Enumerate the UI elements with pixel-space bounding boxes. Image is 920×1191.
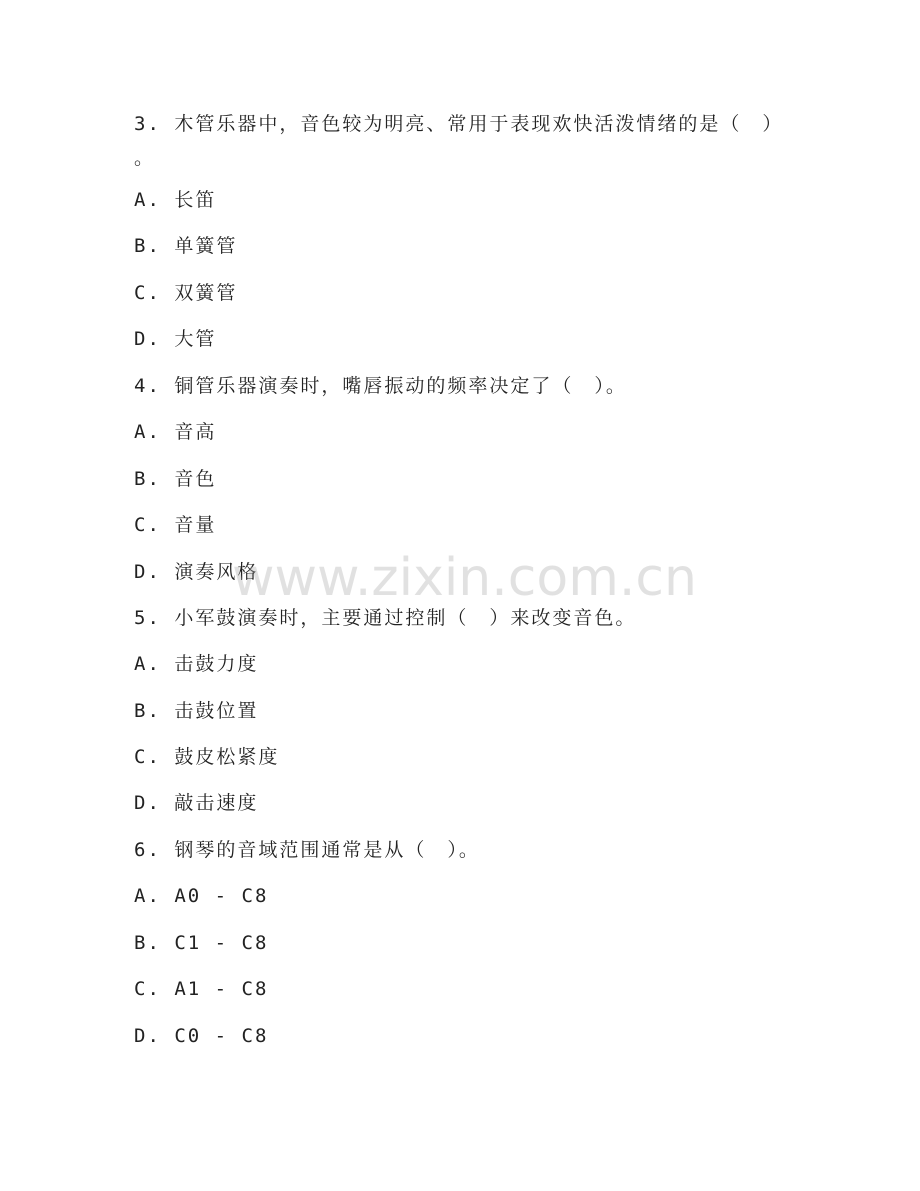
- question-4-option-b: B. 音色: [134, 468, 217, 490]
- question-4-option-c: C. 音量: [134, 514, 217, 536]
- question-5-stem: 5. 小军鼓演奏时，主要通过控制（ ）来改变音色。: [134, 607, 637, 629]
- question-6-option-d: D. C0 - C8: [134, 1025, 269, 1047]
- question-3-option-b: B. 单簧管: [134, 235, 238, 257]
- question-4-option-a: A. 音高: [134, 421, 217, 443]
- question-3-option-a: A. 长笛: [134, 189, 217, 211]
- question-6-option-c: C. A1 - C8: [134, 978, 269, 1000]
- question-6-stem: 6. 钢琴的音域范围通常是从（ ）。: [134, 839, 480, 861]
- question-6-option-b: B. C1 - C8: [134, 932, 269, 954]
- question-5-option-d: D. 敲击速度: [134, 792, 259, 814]
- question-3-option-d: D. 大管: [134, 328, 217, 350]
- question-6-option-a: A. A0 - C8: [134, 885, 269, 907]
- question-5-option-a: A. 击鼓力度: [134, 653, 259, 675]
- question-4-option-d: D. 演奏风格: [134, 561, 259, 583]
- question-3-option-c: C. 双簧管: [134, 282, 238, 304]
- question-4-stem: 4. 铜管乐器演奏时，嘴唇振动的频率决定了（ ）。: [134, 375, 627, 397]
- question-5-option-b: B. 击鼓位置: [134, 700, 259, 722]
- question-3-stem: 3. 木管乐器中，音色较为明亮、常用于表现欢快活泼情绪的是（ ）: [134, 113, 784, 135]
- question-5-option-c: C. 鼓皮松紧度: [134, 746, 280, 768]
- watermark: www.zixin.com.cn: [232, 548, 697, 608]
- question-3-stem-continuation: 。: [134, 147, 154, 169]
